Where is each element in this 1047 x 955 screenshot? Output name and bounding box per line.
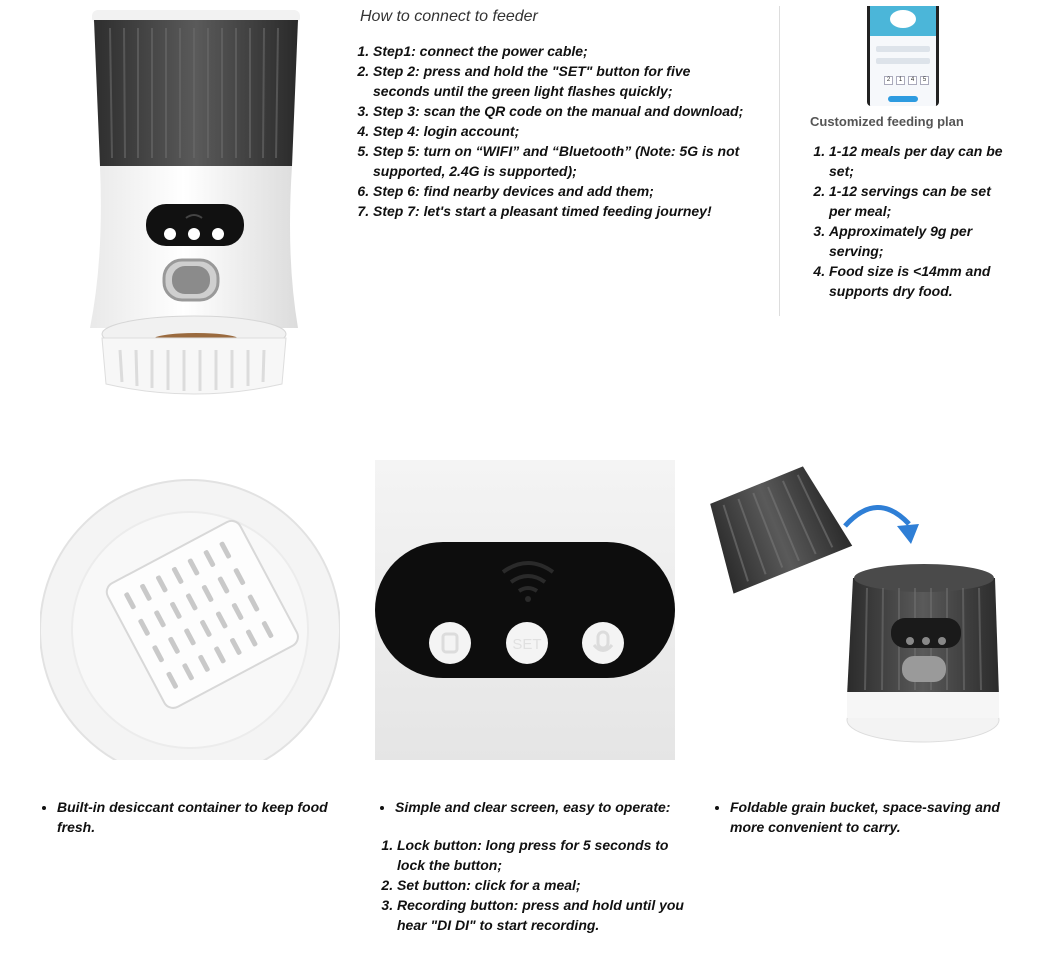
desiccant-feature	[57, 797, 337, 837]
list-item: • Built-in desiccant container to keep food fresh.	[57, 797, 337, 837]
list-item: 5. Step 5: turn on “WIFI” and “Bluetooth” (Note: 5G is not supported, 2.4G is supported);	[373, 141, 745, 181]
app-confirm-button	[888, 96, 918, 102]
app-device-image	[890, 10, 916, 28]
list-item: 3. Recording button: press and hold until you hear "DI DI" to start recording.	[397, 895, 687, 935]
list-item: 4. Food size is <14mm and supports dry food.	[829, 261, 1009, 301]
phone-app-image	[867, 6, 939, 106]
app-row	[876, 46, 930, 52]
app-number: 1	[896, 76, 905, 85]
feeding-plan-list	[829, 141, 1009, 301]
list-item: 7. Step 7: let's start a pleasant timed feeding journey!	[373, 201, 745, 221]
bucket-feature	[730, 797, 1020, 837]
desiccant-lid-image	[40, 460, 340, 760]
foldable-bucket-image	[707, 460, 1007, 760]
section-divider	[779, 6, 780, 316]
app-number: 2	[884, 76, 893, 85]
connect-steps-list	[373, 41, 745, 221]
screen-buttons-list	[397, 835, 687, 935]
app-number: 4	[908, 76, 917, 85]
list-item: 3. Approximately 9g per serving;	[829, 221, 1009, 261]
list-item: 1. Lock button: long press for 5 seconds to lock the button;	[397, 835, 687, 875]
screen-feature	[395, 797, 685, 817]
control-panel-image	[375, 460, 675, 760]
feeding-plan-title: Customized feeding plan	[810, 114, 964, 129]
list-item: 2. Set button: click for a meal;	[397, 875, 687, 895]
list-item: 6. Step 6: find nearby devices and add them;	[373, 181, 745, 201]
list-item: 3. Step 3: scan the QR code on the manual and download;	[373, 101, 745, 121]
connect-title: How to connect to feeder	[360, 8, 538, 25]
list-item: • Simple and clear screen, easy to operate:	[395, 797, 685, 817]
feeder-product-image	[86, 8, 302, 400]
app-row	[876, 58, 930, 64]
list-item: 4. Step 4: login account;	[373, 121, 745, 141]
phone-screen	[870, 6, 936, 106]
list-item: • Foldable grain bucket, space-saving and more convenient to carry.	[730, 797, 1020, 837]
list-item: 1. Step1: connect the power cable;	[373, 41, 745, 61]
list-item: 2. 1-12 servings can be set per meal;	[829, 181, 1009, 221]
list-item: 2. Step 2: press and hold the "SET" button for five seconds until the green light flashes quickly;	[373, 61, 745, 101]
list-item: 1. 1-12 meals per day can be set;	[829, 141, 1009, 181]
set-button-label: SET	[512, 636, 542, 653]
app-number: 5	[920, 76, 929, 85]
